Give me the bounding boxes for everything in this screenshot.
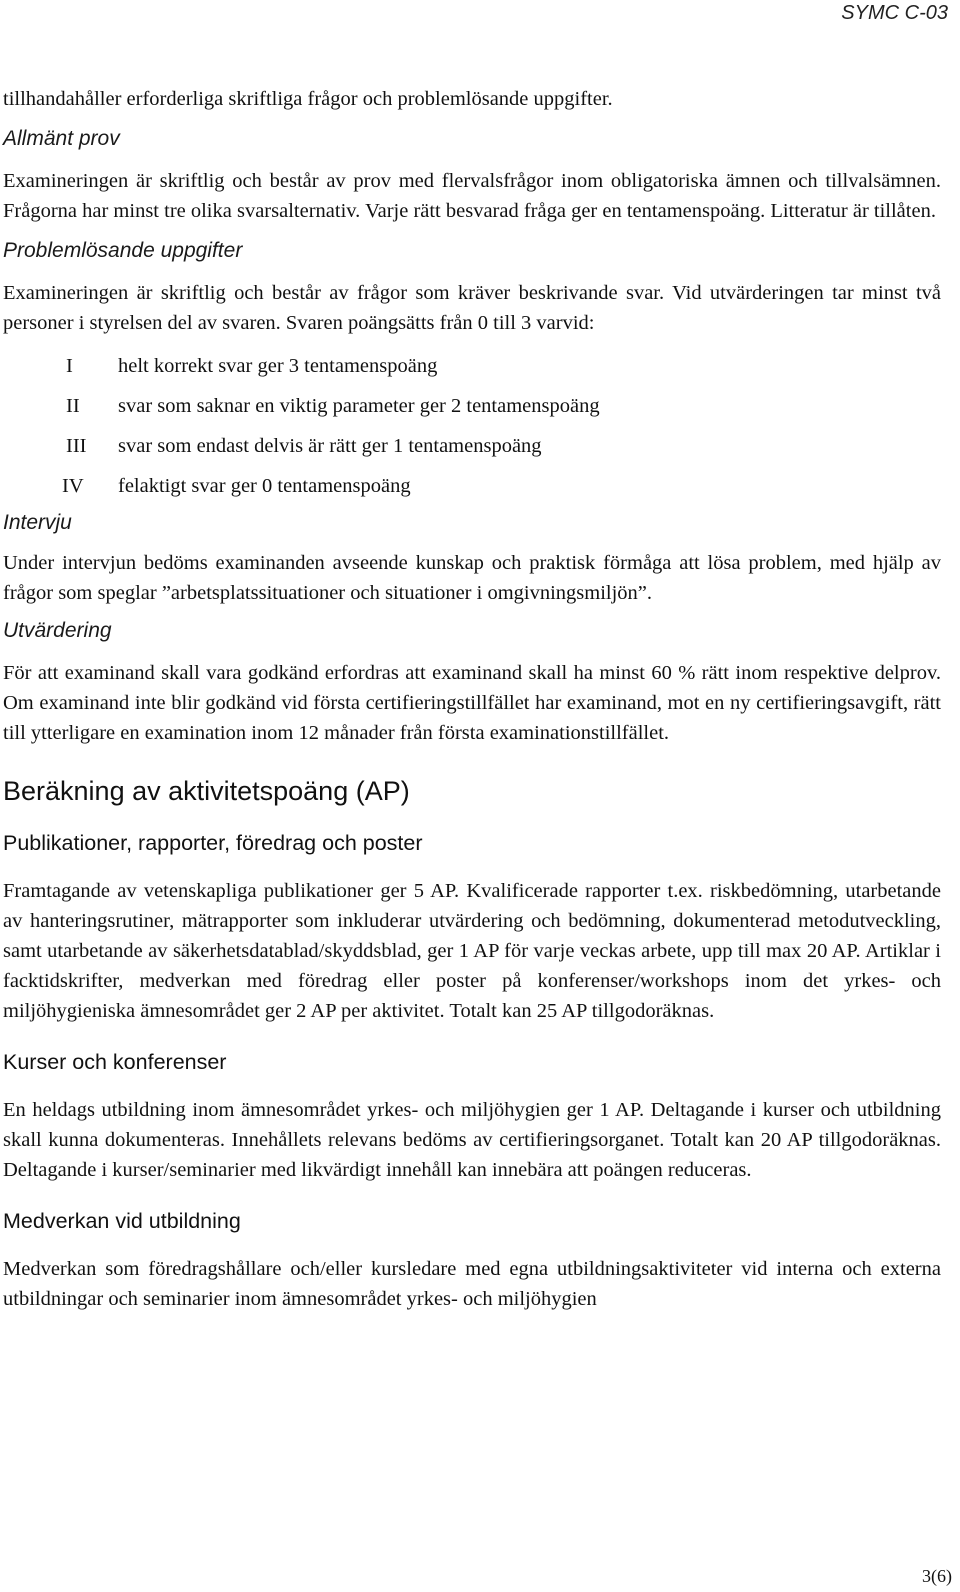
section-heading-utvardering: Utvärdering (3, 619, 112, 642)
grade-number: III (66, 435, 87, 457)
problemlosande-body: Examineringen är skriftlig och består av frågor som kräver beskrivande svar. Vid utvärderingen tar minst två personer i styrelsen del av svaren. Svaren poängsätts från 0 till 3 varvid: (3, 282, 941, 334)
publikationer-body: Framtagande av vetenskapliga publikationer ger 5 AP. Kvalificerade rapporter t.ex. riskbedömning, utarbetande av hanteringsrutiner, mätrapporter som inkluderar utvärdering och bedömning, dokumenterad metodutveckling, samt utarbetande av säkerhetsdatablad/skyddsblad, ger 1 AP för varje veckas arbete, upp till max 20 AP. Artiklar i facktidskrifter, medverkan med föredrag eller poster på konferenser/workshops inom det yrkes- och miljöhygieniska ämnesområdet ger 2 AP per aktivitet. Totalt kan 25 AP tillgodoräknas. (3, 880, 941, 1022)
intro-line: tillhandahåller erforderliga skriftliga frågor och problemlösande uppgifter. (3, 88, 613, 110)
section-heading-allmant-prov: Allmänt prov (3, 127, 120, 150)
document-code: SYMC C-03 (841, 2, 948, 24)
grade-row (3, 346, 941, 386)
grade-number: II (66, 395, 80, 417)
grade-row (3, 386, 941, 426)
grade-row (3, 466, 941, 506)
grade-row (3, 426, 941, 466)
intervju-body: Under intervjun bedöms examinanden avseende kunskap och praktisk förmåga att lösa problem, med hjälp av frågor som speglar ”arbetsplatssituationer och situationer i omgivningsmiljön”. (3, 552, 941, 604)
kurser-body: En heldags utbildning inom ämnesområdet yrkes- och miljöhygien ger 1 AP. Deltagande i kurser och utbildning skall kunna dokumenteras. Innehållets relevans bedöms av certifieringsorganet. Totalt kan 20 AP tillgodoräknas. Deltagande i kurser/seminarier med likvärdigt innehåll kan innebära att poängen reduceras. (3, 1099, 941, 1181)
utvardering-body: För att examinand skall vara godkänd erfordras att examinand skall ha minst 60 % rätt inom respektive delprov. Om examinand inte blir godkänd vid första certifieringstillfället har examinand, mot en ny certifieringsavgift, rätt till ytterligare en examination inom 12 månader från första examinationstillfället. (3, 662, 941, 744)
grade-description: svar som saknar en viktig parameter ger 2 tentamenspoäng (118, 395, 600, 417)
grade-description: svar som endast delvis är rätt ger 1 tentamenspoäng (118, 435, 542, 457)
allmant-prov-body: Examineringen är skriftlig och består av prov med flervalsfrågor inom obligatoriska ämnen och tillvalsämnen. Frågorna har minst tre olika svarsalternativ. Varje rätt besvarad fråga ger en tentamenspoäng. Litteratur är tillåten. (3, 170, 941, 222)
section-heading-problemlosande: Problemlösande uppgifter (3, 239, 243, 262)
section-heading-intervju: Intervju (3, 511, 72, 534)
subheading-kurser: Kurser och konferenser (3, 1050, 227, 1074)
grade-list (3, 346, 941, 506)
section-heading-berakning: Beräkning av aktivitetspoäng (AP) (3, 776, 410, 806)
grade-description: felaktigt svar ger 0 tentamenspoäng (118, 475, 411, 497)
medverkan-body: Medverkan som föredragshållare och/eller kursledare med egna utbildningsaktiviteter vid interna och externa utbildningar och seminarier inom ämnesområdet yrkes- och miljöhygien (3, 1258, 941, 1310)
subheading-medverkan: Medverkan vid utbildning (3, 1209, 241, 1233)
grade-number: IV (62, 475, 84, 497)
grade-number: I (66, 355, 73, 377)
subheading-publikationer: Publikationer, rapporter, föredrag och poster (3, 831, 423, 855)
grade-description: helt korrekt svar ger 3 tentamenspoäng (118, 355, 438, 377)
page-number: 3(6) (922, 1566, 952, 1586)
